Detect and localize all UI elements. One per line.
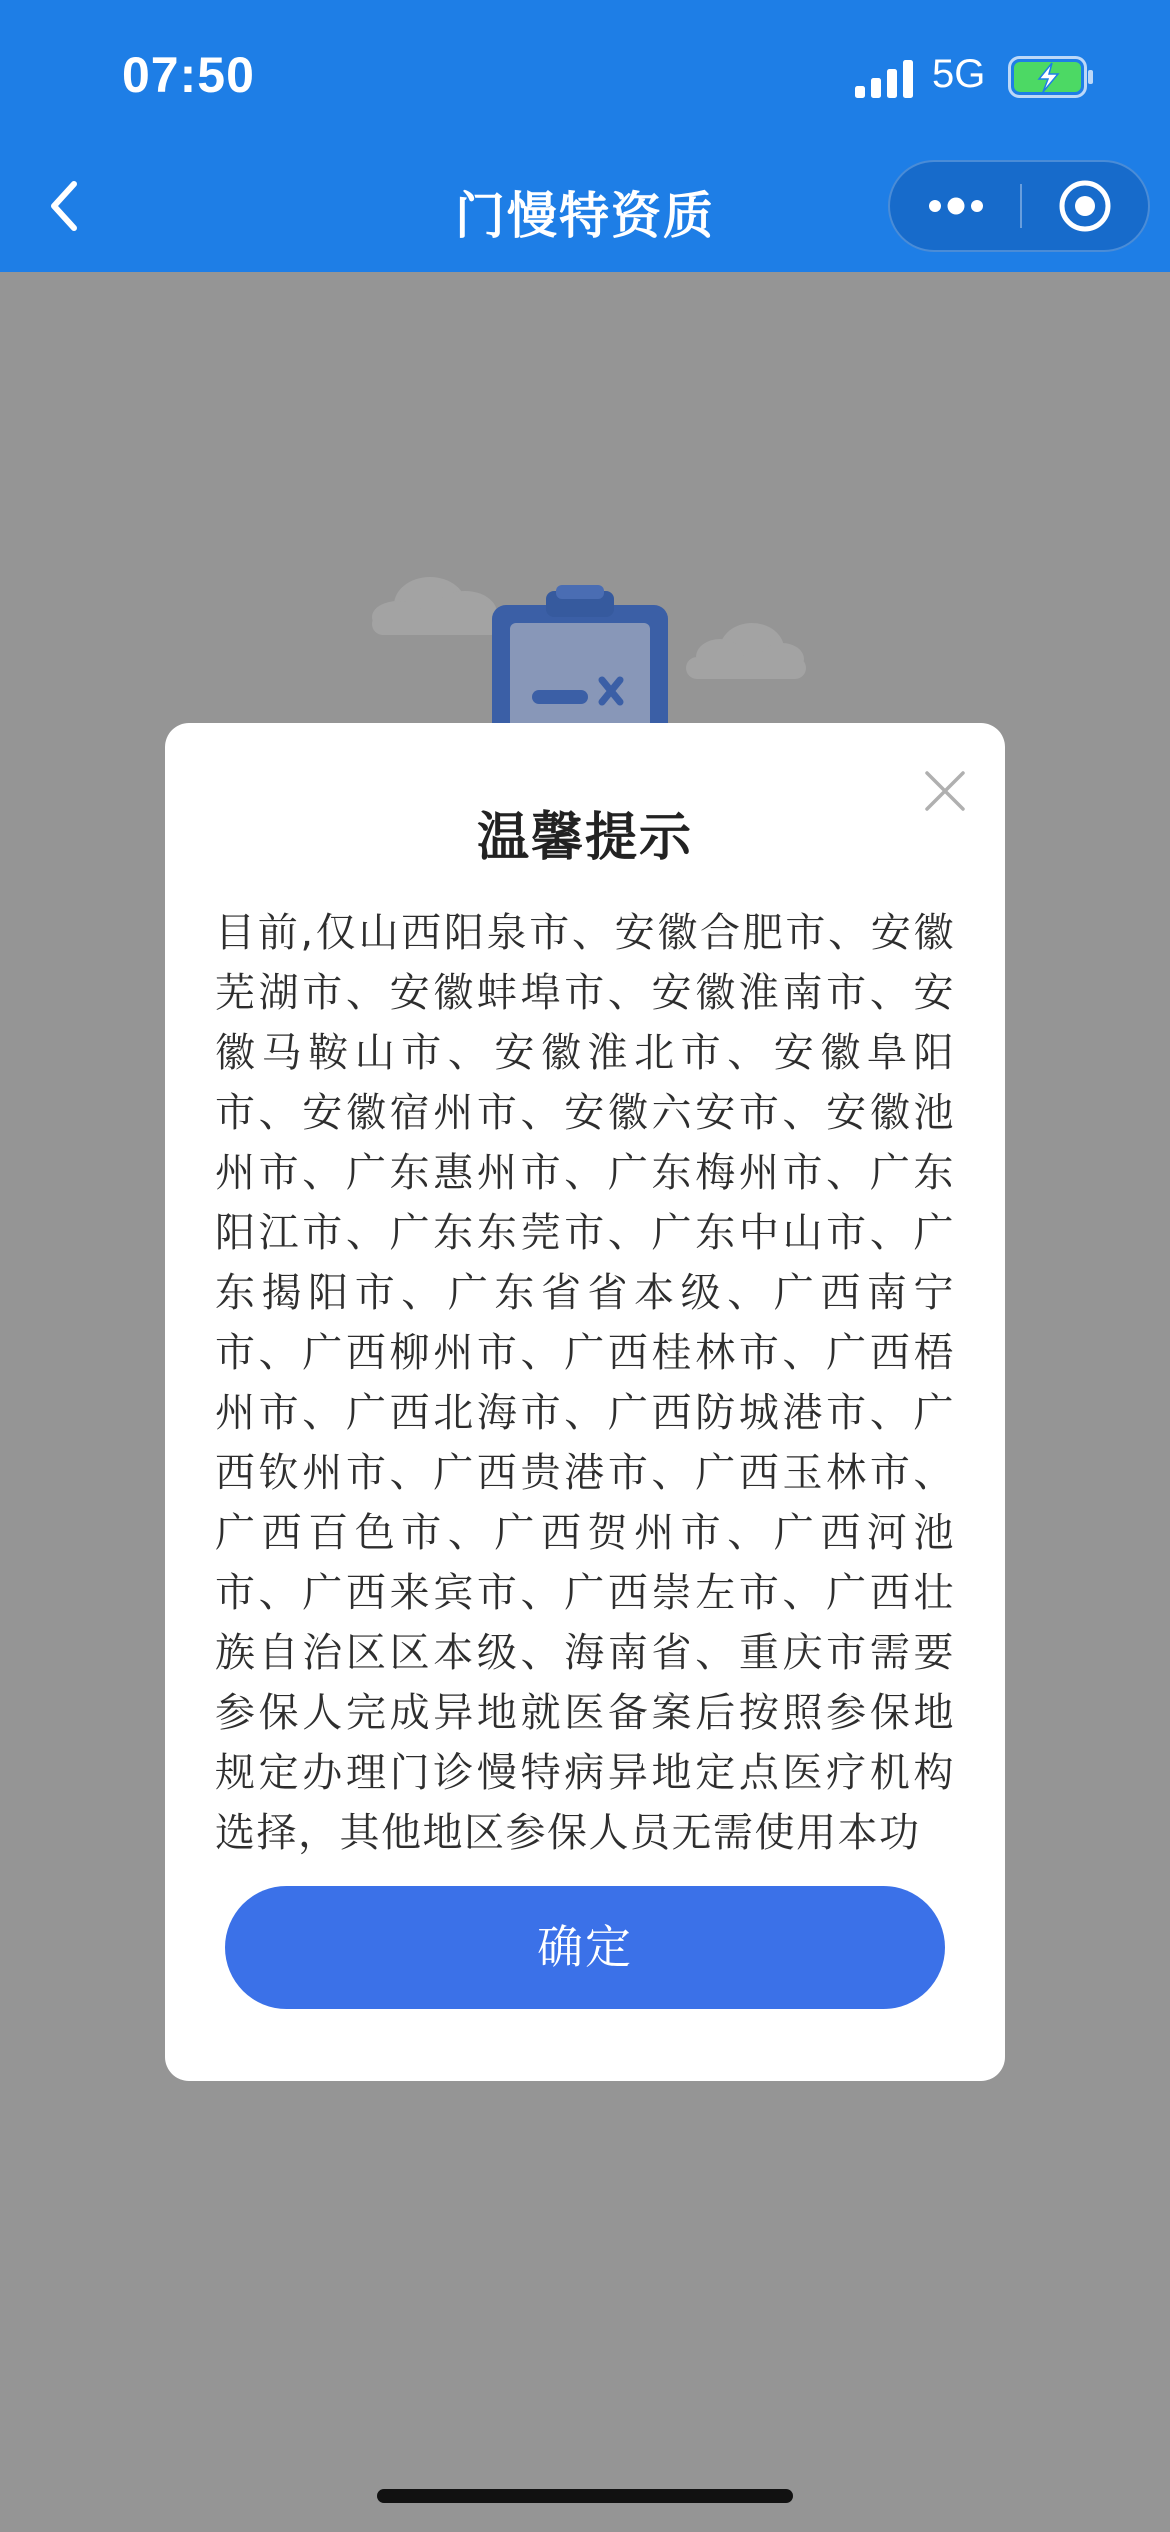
- modal-title: 温馨提示: [476, 808, 693, 868]
- top-header: [0, 0, 1170, 272]
- modal-body-text: 目前,仅山西阳泉市、安徽合肥市、安徽芜湖市、安徽蚌埠市、安徽淮南市、安徽马鞍山市、安徽淮北市、安徽阜阳市、安徽宿州市、安徽六安市、安徽池州市、广东惠州市、广东梅州市、广东阳江市、广东东莞市、广东中山市、广东揭阳市、广东省省本级、广西南宁市、广西柳州市、广西桂林市、广西梧州市、广西北海市、广西防城港市、广西钦州市、广西贵港市、广西玉林市、广西百色市、广西贺州市、广西河池市、广西来宾市、广西崇左市、广西壮族自治区区本级、海南省、重庆市需要参保人完成异地就医备案后按照参保地规定办理门诊慢特病异地定点医疗机构选择，其他地区参保人员无需使用本功: [215, 910, 955, 1856]
- battery-charging-icon: [1008, 56, 1094, 98]
- signal-icon: [855, 60, 915, 98]
- back-button[interactable]: [30, 168, 100, 244]
- network-type-label: 5G: [932, 52, 986, 96]
- tip-modal: [165, 723, 1005, 2081]
- home-indicator: [377, 2489, 793, 2503]
- page-title: 门慢特资质: [455, 187, 715, 245]
- status-time: 07:50: [122, 47, 255, 103]
- mini-program-capsule: [888, 160, 1150, 252]
- close-target-icon[interactable]: [1022, 162, 1148, 250]
- more-dots-icon[interactable]: [890, 162, 1020, 250]
- empty-state-illustration: [370, 555, 810, 735]
- confirm-button[interactable]: 确定: [225, 1886, 945, 2009]
